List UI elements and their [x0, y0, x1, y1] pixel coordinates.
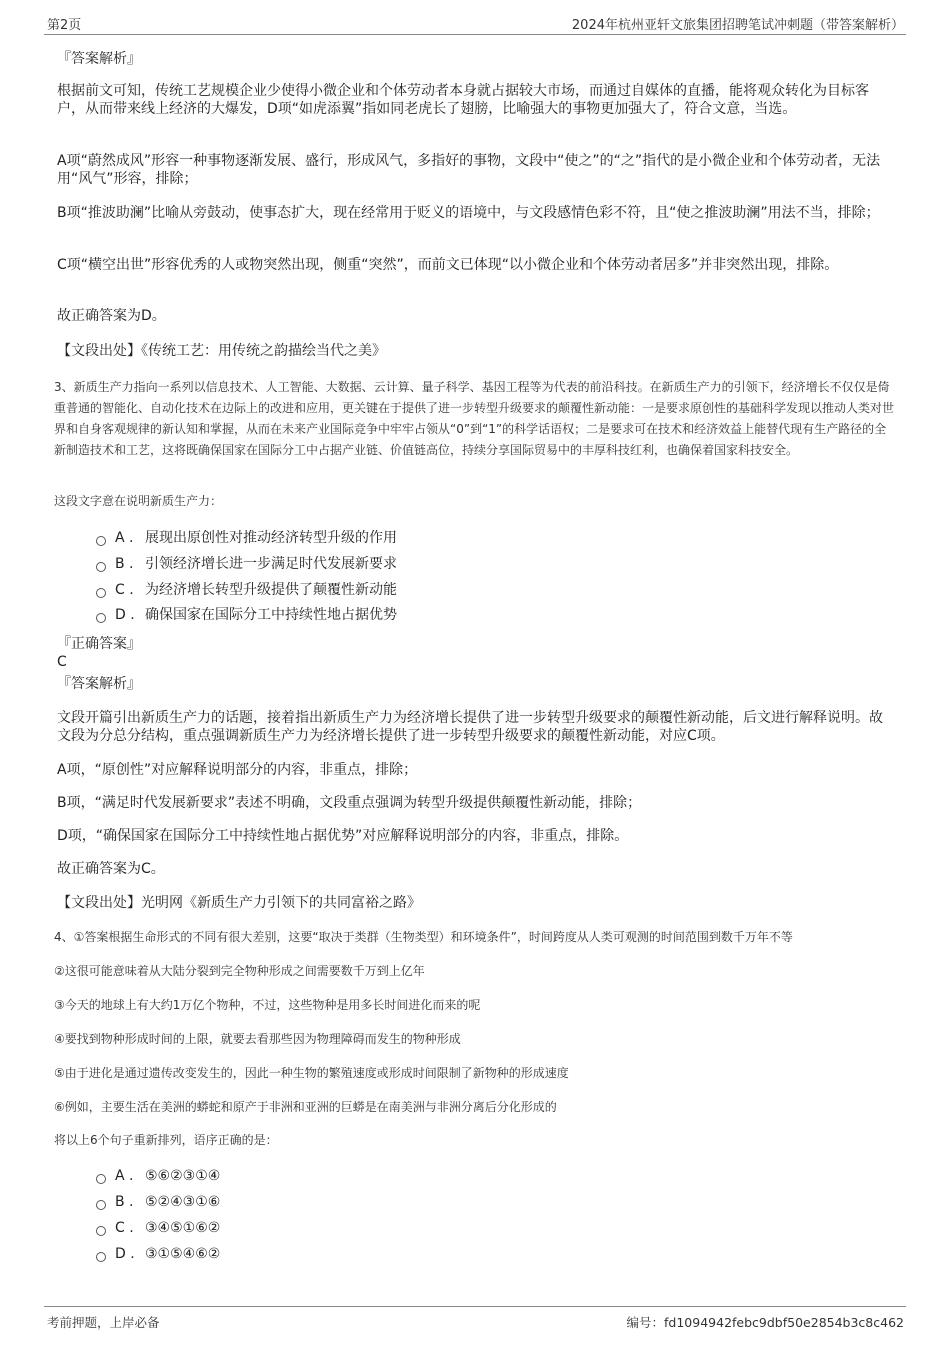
- document-code: 编号：fd1094942febc9dbf50e2854b3c8c462: [626, 1315, 904, 1330]
- q3-option-b[interactable]: [96, 555, 397, 573]
- footer-slogan: 考前押题，上岸必备: [47, 1315, 160, 1330]
- q2-conclusion: 故正确答案为D。: [57, 308, 166, 324]
- option-letter: D .: [115, 607, 135, 623]
- option-letter: B .: [115, 556, 134, 572]
- option-text: ⑤⑥②③①④: [145, 1168, 221, 1184]
- q2-source: 【文段出处】《传统工艺：用传统之韵描绘当代之美》: [57, 343, 386, 359]
- q2-analysis-paragraph: 根据前文可知，传统工艺规模企业少使得小微企业和个体劳动者本身就占据较大市场，而通过自媒体的直播，能将观众转化为目标客户，从而带来线上经济的大爆发，D项“如虎添翼”指如同老虎长了翅膀，比喻强大的事物更加强大了，符合文意，当选。: [57, 83, 869, 117]
- option-letter: C .: [115, 582, 134, 598]
- q3-option-d[interactable]: [96, 606, 397, 624]
- q3-option-a[interactable]: [96, 529, 397, 547]
- q3-option-d-note: D项，“确保国家在国际分工中持续性地占据优势”对应解释说明部分的内容，非重点，排除。: [57, 828, 629, 844]
- option-text: 为经济增长转型升级提供了颠覆性新动能: [145, 582, 397, 598]
- q2-option-a-note: A项“蔚然成风”形容一种事物逐渐发展、盛行，形成风气，多指好的事物，文段中“使之”的“之”指代的是小微企业和个体劳动者，无法用“风气”形容，排除；: [57, 153, 881, 187]
- q3-analysis-label: 『答案解析』: [57, 676, 141, 692]
- option-text: ③④⑤①⑥②: [145, 1220, 221, 1236]
- q3-option-a-note: A项，“原创性”对应解释说明部分的内容，非重点，排除；: [57, 762, 418, 778]
- q4-sentence-4: ④要找到物种形成时间的上限，就要去看那些因为物理障碍而发生的物种形成: [54, 1032, 461, 1046]
- q4-option-a[interactable]: [96, 1167, 220, 1185]
- q3-answer-label: 『正确答案』: [57, 636, 141, 652]
- radio-icon[interactable]: [96, 1174, 106, 1184]
- q4-option-b[interactable]: [96, 1193, 220, 1211]
- q3-conclusion: 故正确答案为C。: [57, 861, 165, 877]
- q3-analysis-paragraph: 文段开篇引出新质生产力的话题，接着指出新质生产力为经济增长提供了进一步转型升级要求的颠覆性新动能，后文进行解释说明。故文段为分总分结构，重点强调新质生产力为经济增长提供了进一步转型升级要求的颠覆性新动能，对应C项。: [57, 710, 883, 744]
- radio-icon[interactable]: [96, 588, 106, 598]
- q4-sentence-6: ⑥例如，主要生活在美洲的蟒蛇和原产于非洲和亚洲的巨蟒是在南美洲与非洲分离后分化形成的: [54, 1100, 557, 1114]
- q3-option-b-note: B项，“满足时代发展新要求”表述不明确，文段重点强调为转型升级提供颠覆性新动能，排除；: [57, 795, 642, 811]
- radio-icon[interactable]: [96, 1226, 106, 1236]
- q3-source: 【文段出处】光明网《新质生产力引领下的共同富裕之路》: [57, 895, 421, 911]
- q4-prompt: 将以上6个句子重新排列，语序正确的是：: [54, 1133, 278, 1147]
- q4-option-d[interactable]: [96, 1245, 220, 1263]
- q4-sentence-3: ③今天的地球上有大约1万亿个物种，不过，这些物种是用多长时间进化而来的呢: [54, 998, 481, 1012]
- q2-option-b-note: B项“推波助澜”比喻从旁鼓动，使事态扩大，现在经常用于贬义的语境中，与文段感情色彩不符，且“使之推波助澜”用法不当，排除；: [57, 205, 880, 221]
- q2-option-c-note: C项“横空出世”形容优秀的人或物突然出现，侧重“突然”，而前文已体现“以小微企业和个体劳动者居多”并非突然出现，排除。: [57, 257, 839, 273]
- option-text: 展现出原创性对推动经济转型升级的作用: [145, 530, 397, 546]
- option-letter: A .: [115, 530, 134, 546]
- q3-prompt: 这段文字意在说明新质生产力：: [54, 494, 223, 508]
- option-text: 确保国家在国际分工中持续性地占据优势: [145, 607, 397, 623]
- q3-stem: 3、新质生产力指向一系列以信息技术、人工智能、大数据、云计算、量子科学、基因工程等为代表的前沿科技。在新质生产力的引领下，经济增长不仅仅是倚重普通的智能化、自动化技术在边际上的改进和应用，更关键在于提供了进一步转型升级要求的颠覆性新动能：一是要求原创性的基础科学发现以推动人类对世界和自身客观规律的新认知和掌握，从而在未来产业国际竞争中牢牢占领从“0”到“1”的科学话语权；二是要求可在技术和经济效益上能替代现有生产路径的全新制造技术和工艺，这将既确保国家在国际分工中占据产业链、价值链高位，持续分享国际贸易中的丰厚科技红利，也确保着国家科技安全。: [54, 380, 895, 457]
- radio-icon[interactable]: [96, 1200, 106, 1210]
- q4-sentence-5: ⑤由于进化是通过遗传改变发生的，因此一种生物的繁殖速度或形成时间限制了新物种的形成速度: [54, 1066, 569, 1080]
- option-letter: D .: [115, 1246, 135, 1262]
- q4-sentence-1: 4、①答案根据生命形式的不同有很大差别，这要“取决于类群（生物类型）和环境条件”，时间跨度从人类可观测的时间范围到数千万年不等: [54, 930, 793, 944]
- radio-icon[interactable]: [96, 562, 106, 572]
- document-title: 2024年杭州亚轩文旅集团招聘笔试冲刺题（带答案解析）: [571, 18, 904, 33]
- option-letter: A .: [115, 1168, 134, 1184]
- radio-icon[interactable]: [96, 536, 106, 546]
- footer-divider: [44, 1306, 906, 1307]
- option-text: 引领经济增长进一步满足时代发展新要求: [145, 556, 397, 572]
- q4-option-c[interactable]: [96, 1219, 220, 1237]
- header-divider: [44, 34, 906, 35]
- option-text: ⑤②④③①⑥: [145, 1194, 221, 1210]
- option-letter: B .: [115, 1194, 134, 1210]
- option-text: ③①⑤④⑥②: [145, 1246, 221, 1262]
- q3-answer: C: [57, 654, 67, 670]
- q4-sentence-2: ②这很可能意味着从大陆分裂到完全物种形成之间需要数千万到上亿年: [54, 964, 425, 978]
- radio-icon[interactable]: [96, 613, 106, 623]
- q3-option-c[interactable]: [96, 581, 397, 599]
- q2-analysis-label: 『答案解析』: [57, 51, 141, 67]
- radio-icon[interactable]: [96, 1252, 106, 1262]
- page-number: 第2页: [47, 18, 82, 33]
- option-letter: C .: [115, 1220, 134, 1236]
